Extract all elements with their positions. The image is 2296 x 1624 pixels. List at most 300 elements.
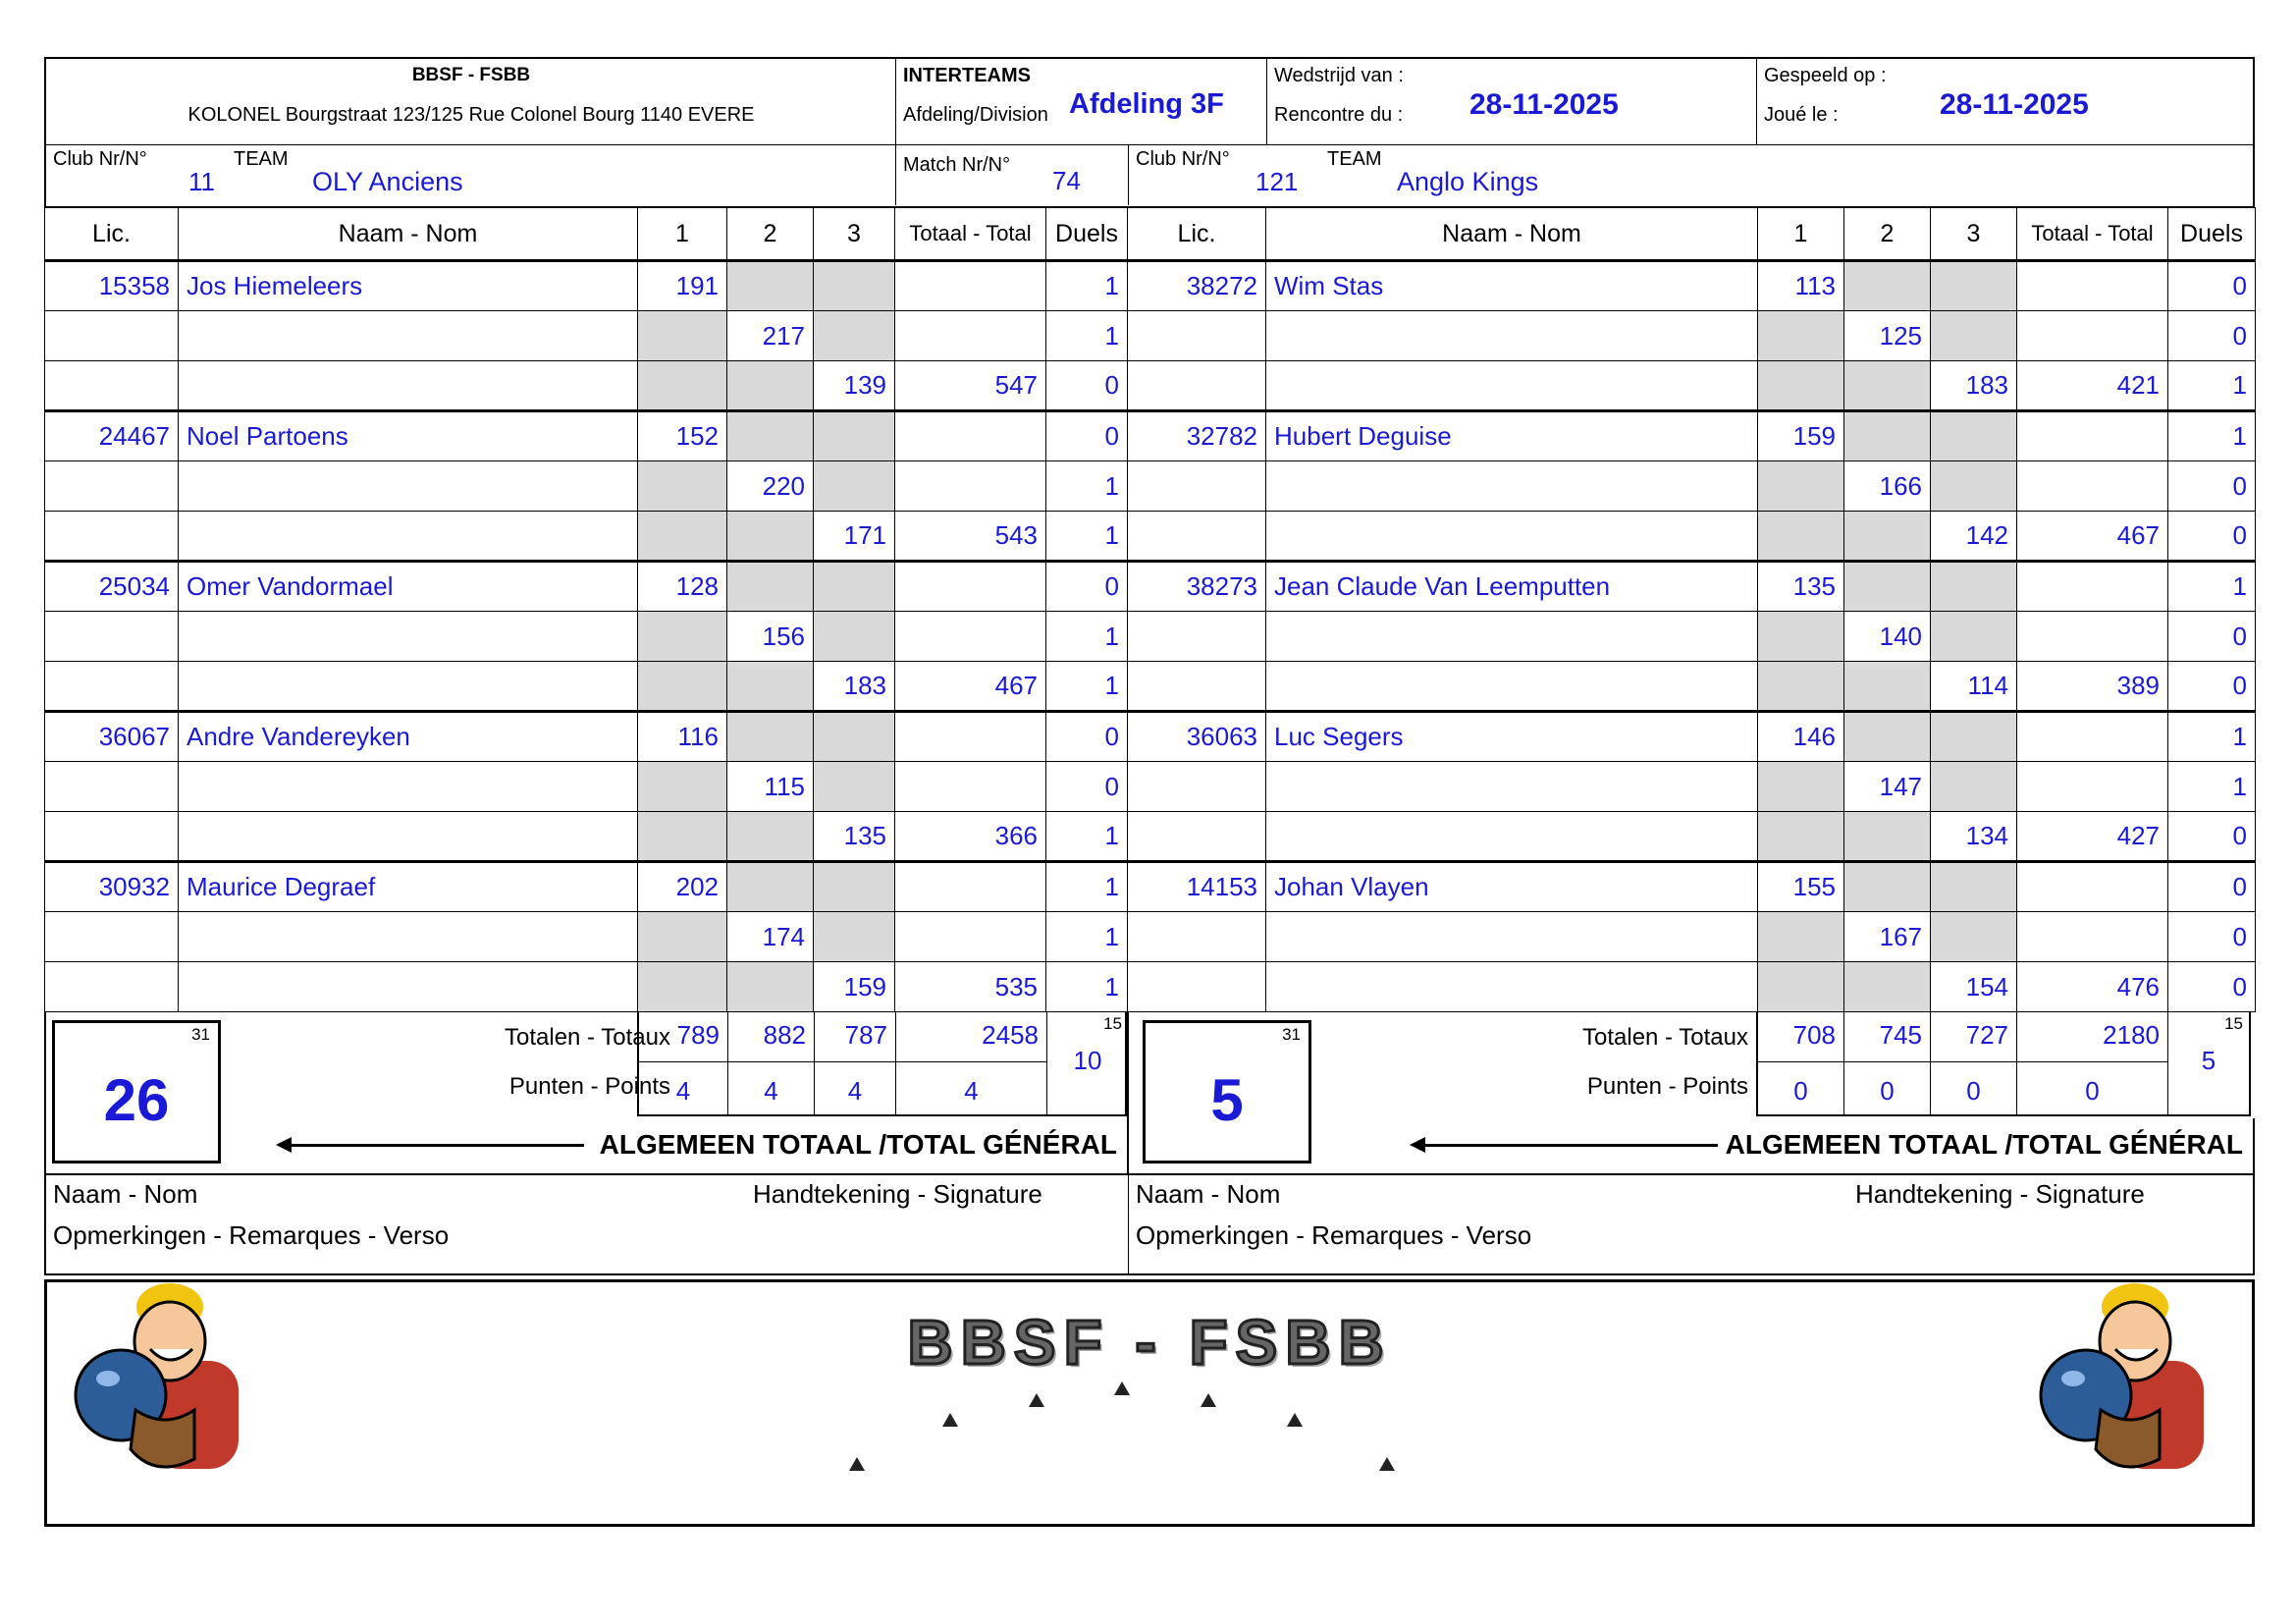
totals-left-border <box>44 1012 46 1174</box>
home-game-1 <box>638 812 727 862</box>
home-sum-total-1: 789 <box>639 1012 728 1062</box>
col-header-game-3: 3 <box>1931 208 2017 261</box>
home-player-name <box>179 361 638 411</box>
home-duel: 1 <box>1046 662 1128 712</box>
away-duel: 0 <box>2168 962 2256 1012</box>
away-player-total <box>2017 411 2168 461</box>
home-player-name: Maurice Degraef <box>179 862 638 912</box>
away-license <box>1128 912 1266 962</box>
home-game-1 <box>638 612 727 662</box>
match-date-label-nl: Wedstrijd van : <box>1274 65 1404 86</box>
home-player-name <box>179 762 638 812</box>
away-game-3 <box>1931 562 2017 612</box>
home-game-1 <box>638 512 727 562</box>
home-license <box>45 912 179 962</box>
away-player-name: Johan Vlayen <box>1266 862 1758 912</box>
home-license <box>45 812 179 862</box>
away-player-total <box>2017 862 2168 912</box>
home-max-points: 31 <box>191 1025 210 1044</box>
away-license <box>1128 311 1266 361</box>
logo-text: BBSF - FSBB <box>907 1307 1392 1378</box>
match-date-value: 28-11-2025 <box>1469 88 1619 121</box>
home-game-3: 135 <box>814 812 895 862</box>
home-duel: 1 <box>1046 862 1128 912</box>
home-game-2 <box>727 261 814 311</box>
home-game-3 <box>814 311 895 361</box>
away-game-1 <box>1758 662 1844 712</box>
away-game-2 <box>1844 712 1931 762</box>
match-date-label-fr: Rencontre du : <box>1274 104 1404 126</box>
home-game-2: 220 <box>727 461 814 512</box>
home-player-name: Omer Vandormael <box>179 562 638 612</box>
away-game-3 <box>1931 862 2017 912</box>
home-sum-total-3: 787 <box>815 1012 896 1062</box>
home-game-2 <box>727 361 814 411</box>
away-game-1 <box>1758 762 1844 812</box>
away-arrow-icon <box>1423 1144 1718 1147</box>
home-game-2 <box>727 662 814 712</box>
home-duel: 0 <box>1046 762 1128 812</box>
home-license: 36067 <box>45 712 179 762</box>
player-row <box>45 612 2256 662</box>
home-team-name: OLY Anciens <box>312 167 463 196</box>
played-date-block <box>1757 59 2253 145</box>
home-duel: 0 <box>1046 712 1128 762</box>
logo-strip <box>44 1279 2255 1527</box>
home-license <box>45 762 179 812</box>
away-player-name <box>1266 962 1758 1012</box>
home-license <box>45 662 179 712</box>
away-sum-total-4: 2180 <box>2017 1012 2168 1062</box>
away-sum-points-2: 0 <box>1844 1062 1931 1114</box>
away-game-1 <box>1758 612 1844 662</box>
away-remarks-label: Opmerkingen - Remarques - Verso <box>1136 1220 1532 1250</box>
away-player-name: Luc Segers <box>1266 712 1758 762</box>
home-player-total <box>895 912 1046 962</box>
away-game-3: 114 <box>1931 662 2017 712</box>
home-game-1 <box>638 662 727 712</box>
home-game-1: 191 <box>638 261 727 311</box>
home-game-3 <box>814 712 895 762</box>
away-license <box>1128 762 1266 812</box>
away-license <box>1128 812 1266 862</box>
away-max-points: 31 <box>1282 1025 1301 1044</box>
home-arrow-icon <box>290 1144 584 1147</box>
col-header-game-3: 3 <box>814 208 895 261</box>
club-row <box>44 145 2255 207</box>
away-duel: 0 <box>2168 862 2256 912</box>
away-game-2 <box>1844 962 1931 1012</box>
home-game-3 <box>814 461 895 512</box>
away-player-total: 427 <box>2017 812 2168 862</box>
home-game-3 <box>814 612 895 662</box>
home-player-total: 543 <box>895 512 1046 562</box>
away-summary-grid <box>1756 1012 2251 1116</box>
col-header-duels: Duels <box>1046 208 1128 261</box>
player-row <box>45 512 2256 562</box>
home-game-2 <box>727 512 814 562</box>
home-player-name <box>179 812 638 862</box>
away-license <box>1128 512 1266 562</box>
home-game-1 <box>638 912 727 962</box>
home-game-1 <box>638 461 727 512</box>
away-general-total-row <box>1129 1118 2255 1174</box>
home-game-3: 171 <box>814 512 895 562</box>
played-date-value: 28-11-2025 <box>1940 88 2089 121</box>
away-game-1 <box>1758 912 1844 962</box>
away-game-1 <box>1758 962 1844 1012</box>
home-player-name <box>179 612 638 662</box>
score-table <box>44 207 2256 1012</box>
away-duel: 0 <box>2168 461 2256 512</box>
away-duel: 1 <box>2168 712 2256 762</box>
home-sum-total-2: 882 <box>728 1012 815 1062</box>
away-game-3 <box>1931 411 2017 461</box>
away-player-total <box>2017 612 2168 662</box>
player-row <box>45 812 2256 862</box>
player-row <box>45 361 2256 411</box>
home-game-3 <box>814 862 895 912</box>
home-license <box>45 361 179 411</box>
col-header-duels: Duels <box>2168 208 2256 261</box>
competition-label: INTERTEAMS <box>903 65 1031 86</box>
away-game-3 <box>1931 461 2017 512</box>
home-game-3 <box>814 762 895 812</box>
home-sum-total-4: 2458 <box>896 1012 1047 1062</box>
col-header-game-2: 2 <box>727 208 814 261</box>
home-duel: 1 <box>1046 261 1128 311</box>
away-player-name <box>1266 762 1758 812</box>
home-game-3 <box>814 261 895 311</box>
away-license <box>1128 361 1266 411</box>
away-game-3: 134 <box>1931 812 2017 862</box>
home-remarks-label: Opmerkingen - Remarques - Verso <box>53 1220 450 1250</box>
away-license <box>1128 962 1266 1012</box>
away-duel: 1 <box>2168 762 2256 812</box>
home-license: 30932 <box>45 862 179 912</box>
totals-section <box>44 1012 2255 1174</box>
division-value: Afdeling 3F <box>1069 88 1224 120</box>
home-game-3 <box>814 562 895 612</box>
home-game-1: 152 <box>638 411 727 461</box>
away-totals-label: Totalen - Totaux <box>1582 1024 1748 1051</box>
home-player-total <box>895 612 1046 662</box>
home-game-2: 156 <box>727 612 814 662</box>
home-game-1: 116 <box>638 712 727 762</box>
played-label-fr: Joué le : <box>1764 104 1839 126</box>
home-player-name <box>179 512 638 562</box>
skittles-icon <box>849 1381 1395 1471</box>
away-game-1 <box>1758 512 1844 562</box>
home-game-3 <box>814 912 895 962</box>
away-game-2 <box>1844 662 1931 712</box>
home-player-total <box>895 311 1046 361</box>
away-duel: 0 <box>2168 662 2256 712</box>
away-duels-total: 5 <box>2201 1046 2216 1075</box>
home-player-name <box>179 662 638 712</box>
away-player-name <box>1266 662 1758 712</box>
home-duel: 1 <box>1046 512 1128 562</box>
home-game-2: 217 <box>727 311 814 361</box>
away-game-3 <box>1931 762 2017 812</box>
player-row <box>45 261 2256 311</box>
away-player-name <box>1266 612 1758 662</box>
away-sum-total-3: 727 <box>1931 1012 2017 1062</box>
org-address: KOLONEL Bourgstraat 123/125 Rue Colonel Bourg 1140 EVERE <box>187 104 755 126</box>
away-game-2: 147 <box>1844 762 1931 812</box>
away-game-3: 142 <box>1931 512 2017 562</box>
away-general-total-label: ALGEMEEN TOTAAL /TOTAL GÉNÉRAL <box>1725 1129 2243 1160</box>
away-duel: 0 <box>2168 812 2256 862</box>
home-sum-points-3: 4 <box>815 1062 896 1114</box>
away-game-2 <box>1844 562 1931 612</box>
home-game-3 <box>814 411 895 461</box>
away-player-total <box>2017 461 2168 512</box>
home-game-1 <box>638 311 727 361</box>
home-license: 15358 <box>45 261 179 311</box>
away-game-1 <box>1758 311 1844 361</box>
away-sum-points-4: 0 <box>2017 1062 2168 1114</box>
away-sum-points-1: 0 <box>1758 1062 1844 1114</box>
home-game-2 <box>727 562 814 612</box>
home-player-total: 366 <box>895 812 1046 862</box>
player-row <box>45 962 2256 1012</box>
away-game-3 <box>1931 712 2017 762</box>
home-game-2 <box>727 812 814 862</box>
col-header-total: Totaal - Total <box>895 208 1046 261</box>
away-game-2 <box>1844 812 1931 862</box>
home-player-total: 467 <box>895 662 1046 712</box>
home-general-total-label: ALGEMEEN TOTAAL /TOTAL GÉNÉRAL <box>599 1129 1117 1160</box>
home-game-2: 115 <box>727 762 814 812</box>
home-sum-points-1: 4 <box>639 1062 728 1114</box>
away-game-2: 166 <box>1844 461 1931 512</box>
home-player-name <box>179 962 638 1012</box>
player-row <box>45 562 2256 612</box>
player-row <box>45 411 2256 461</box>
home-player-name <box>179 461 638 512</box>
home-license: 24467 <box>45 411 179 461</box>
match-number-label: Match Nr/N° <box>903 154 1011 176</box>
away-game-2 <box>1844 512 1931 562</box>
home-name-label: Naam - Nom <box>53 1179 198 1209</box>
score-table-body <box>45 208 2256 1012</box>
home-match-score: 26 <box>103 1067 170 1133</box>
away-duel: 1 <box>2168 361 2256 411</box>
away-team-label: TEAM <box>1327 148 1382 170</box>
home-club-block <box>46 145 896 205</box>
away-game-3 <box>1931 612 2017 662</box>
home-player-total <box>895 461 1046 512</box>
home-player-name <box>179 311 638 361</box>
home-player-total <box>895 712 1046 762</box>
home-sum-points-4: 4 <box>896 1062 1047 1114</box>
home-player-name: Andre Vandereyken <box>179 712 638 762</box>
home-game-2 <box>727 411 814 461</box>
home-player-total <box>895 411 1046 461</box>
away-game-1: 159 <box>1758 411 1844 461</box>
away-game-1 <box>1758 361 1844 411</box>
col-header-game-1: 1 <box>1758 208 1844 261</box>
away-duel: 0 <box>2168 612 2256 662</box>
player-row <box>45 762 2256 812</box>
home-summary-grid <box>637 1012 1127 1116</box>
away-club-label: Club Nr/N° <box>1136 148 1230 170</box>
away-license <box>1128 612 1266 662</box>
match-number-block <box>896 145 1129 205</box>
away-game-2 <box>1844 261 1931 311</box>
home-game-3: 183 <box>814 662 895 712</box>
away-player-name <box>1266 461 1758 512</box>
player-row <box>45 912 2256 962</box>
home-duel: 0 <box>1046 361 1128 411</box>
home-duel: 1 <box>1046 311 1128 361</box>
organisation-block <box>46 59 896 145</box>
home-game-1 <box>638 762 727 812</box>
player-row <box>45 311 2256 361</box>
home-license <box>45 612 179 662</box>
home-duel: 0 <box>1046 562 1128 612</box>
away-game-3: 183 <box>1931 361 2017 411</box>
away-player-name: Jean Claude Van Leemputten <box>1266 562 1758 612</box>
home-duel: 1 <box>1046 812 1128 862</box>
away-player-total <box>2017 261 2168 311</box>
home-license <box>45 512 179 562</box>
away-game-3 <box>1931 261 2017 311</box>
division-block <box>896 59 1267 145</box>
away-signature-label: Handtekening - Signature <box>1855 1179 2145 1209</box>
home-game-2 <box>727 712 814 762</box>
away-player-name <box>1266 361 1758 411</box>
org-title: BBSF - FSBB <box>411 65 531 85</box>
away-player-name <box>1266 311 1758 361</box>
away-game-2: 140 <box>1844 612 1931 662</box>
home-player-total: 535 <box>895 962 1046 1012</box>
away-sum-total-2: 745 <box>1844 1012 1931 1062</box>
home-points-label: Punten - Points <box>508 1073 670 1100</box>
home-game-3: 139 <box>814 361 895 411</box>
home-game-2: 174 <box>727 912 814 962</box>
away-license: 32782 <box>1128 411 1266 461</box>
away-game-2 <box>1844 361 1931 411</box>
away-player-name: Wim Stas <box>1266 261 1758 311</box>
home-game-1 <box>638 361 727 411</box>
away-game-1: 135 <box>1758 562 1844 612</box>
away-duel: 0 <box>2168 261 2256 311</box>
home-duels-total: 10 <box>1073 1046 1102 1075</box>
home-totals-label: Totalen - Totaux <box>505 1024 670 1051</box>
col-header-game-1: 1 <box>638 208 727 261</box>
away-name-label: Naam - Nom <box>1136 1179 1281 1209</box>
home-general-total-row <box>44 1118 1127 1174</box>
home-signature-label: Handtekening - Signature <box>753 1179 1042 1209</box>
away-player-total <box>2017 562 2168 612</box>
player-row <box>45 712 2256 762</box>
home-duel: 1 <box>1046 912 1128 962</box>
away-player-total: 389 <box>2017 662 2168 712</box>
match-number: 74 <box>1052 166 1081 195</box>
played-label-nl: Gespeeld op : <box>1764 65 1887 86</box>
col-header-name: Naam - Nom <box>1266 208 1758 261</box>
away-game-1 <box>1758 461 1844 512</box>
away-license: 14153 <box>1128 862 1266 912</box>
home-signature-block <box>46 1175 1129 1273</box>
away-game-1: 113 <box>1758 261 1844 311</box>
away-player-name <box>1266 812 1758 862</box>
away-signature-block <box>1129 1175 2253 1273</box>
away-player-name <box>1266 512 1758 562</box>
away-game-3: 154 <box>1931 962 2017 1012</box>
player-row <box>45 662 2256 712</box>
away-duel: 0 <box>2168 512 2256 562</box>
match-date-block <box>1267 59 1757 145</box>
home-duel: 1 <box>1046 612 1128 662</box>
away-club-number: 121 <box>1255 167 1299 196</box>
home-license: 25034 <box>45 562 179 612</box>
col-header-lic: Lic. <box>1128 208 1266 261</box>
away-license: 38272 <box>1128 261 1266 311</box>
away-match-score: 5 <box>1210 1067 1244 1133</box>
away-license <box>1128 662 1266 712</box>
away-player-name <box>1266 912 1758 962</box>
away-license: 38273 <box>1128 562 1266 612</box>
col-header-total: Totaal - Total <box>2017 208 2168 261</box>
home-player-name: Noel Partoens <box>179 411 638 461</box>
away-points-label: Punten - Points <box>1586 1073 1748 1100</box>
away-game-2: 167 <box>1844 912 1931 962</box>
away-player-total: 467 <box>2017 512 2168 562</box>
away-game-3 <box>1931 311 2017 361</box>
player-row <box>45 862 2256 912</box>
away-game-2: 125 <box>1844 311 1931 361</box>
signature-section <box>44 1174 2255 1275</box>
home-game-1: 202 <box>638 862 727 912</box>
away-player-total <box>2017 912 2168 962</box>
home-player-total: 547 <box>895 361 1046 411</box>
away-sum-total-1: 708 <box>1758 1012 1844 1062</box>
score-sheet <box>44 57 2255 1527</box>
home-sum-points-2: 4 <box>728 1062 815 1114</box>
player-row <box>45 461 2256 512</box>
away-game-1: 155 <box>1758 862 1844 912</box>
home-game-1 <box>638 962 727 1012</box>
sheet-header <box>44 57 2255 145</box>
home-duel: 0 <box>1046 411 1128 461</box>
column-header-row <box>45 208 2256 261</box>
away-club-block <box>1129 145 2253 205</box>
home-team-label: TEAM <box>234 148 289 170</box>
away-duel: 1 <box>2168 411 2256 461</box>
home-game-2 <box>727 862 814 912</box>
col-header-lic: Lic. <box>45 208 179 261</box>
home-duel: 1 <box>1046 461 1128 512</box>
home-club-label: Club Nr/N° <box>53 148 147 170</box>
away-player-total <box>2017 311 2168 361</box>
home-player-total <box>895 562 1046 612</box>
home-game-2 <box>727 962 814 1012</box>
away-game-2 <box>1844 862 1931 912</box>
away-player-name: Hubert Deguise <box>1266 411 1758 461</box>
away-license <box>1128 461 1266 512</box>
away-game-1: 146 <box>1758 712 1844 762</box>
away-player-total <box>2017 762 2168 812</box>
home-license <box>45 461 179 512</box>
away-player-total: 421 <box>2017 361 2168 411</box>
home-player-name <box>179 912 638 962</box>
home-player-total <box>895 261 1046 311</box>
away-game-3 <box>1931 912 2017 962</box>
home-license <box>45 962 179 1012</box>
